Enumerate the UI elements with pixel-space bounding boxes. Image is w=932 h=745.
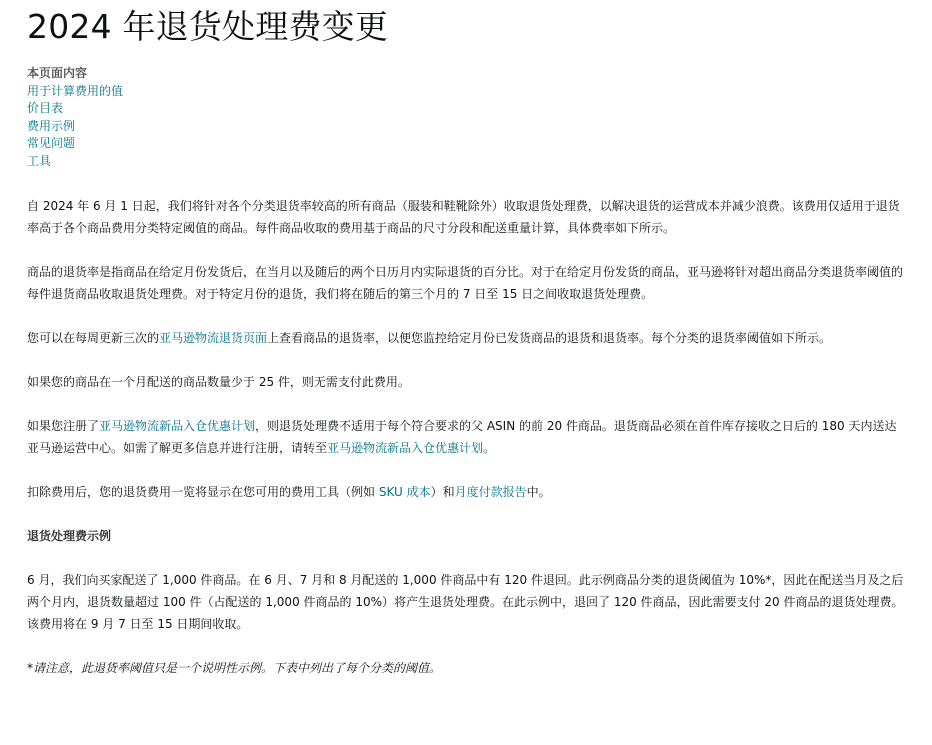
toc-link-price-list[interactable]: 价目表	[27, 101, 64, 115]
new-selection-text-after: 。	[483, 441, 496, 455]
fba-returns-page-link[interactable]: 亚马逊物流退货页面	[159, 331, 268, 345]
table-of-contents	[27, 65, 907, 170]
new-selection-text-before: 如果您注册了	[27, 419, 100, 433]
low-volume-exemption-paragraph: 如果您的商品在一个月配送的商品数量少于 25 件，则无需支付此费用。	[27, 375, 410, 389]
sku-cost-link[interactable]: SKU 成本	[378, 485, 431, 499]
toc-link-fee-examples[interactable]: 费用示例	[27, 118, 76, 133]
threshold-note: *请注意，此退货率阈值只是一个说明性示例。下表中列出了每个分类的阈值。	[27, 661, 442, 675]
new-selection-program-link[interactable]: 亚马逊物流新品入仓优惠计划	[99, 419, 256, 433]
new-selection-text-middle: ，则退货处理费不适用于每个符合要求的父 ASIN 的前 20 件商品。退货商品必须在首件库存接收之日后的 180 天内送达亚马逊运营中心。如需了解更多信息并进行注册，请转至	[27, 419, 897, 455]
intro-paragraph: 自 2024 年 6 月 1 日起，我们将针对各个分类退货率较高的所有商品（服装和鞋靴除外）收取退货处理费，以解决退货的运营成本并减少浪费。该费用仅适用于退货率高于各个商品费用分类特定阈值的商品。每件商品收取的费用基于商品的尺寸分段和配送重量计算，具体费率如下所示。	[27, 199, 900, 235]
new-selection-paragraph	[27, 415, 907, 459]
toc-heading: 本页面内容	[27, 66, 88, 80]
returns-page-paragraph	[27, 327, 907, 349]
toc-link-faq[interactable]: 常见问题	[27, 136, 76, 150]
return-rate-paragraph: 商品的退货率是指商品在给定月份发货后，在当月以及随后的两个日历月内实际退货的百分比。对于在给定月份发货的商品，亚马逊将针对超出商品分类退货率阈值的每件退货商品收取退货处理费。对于特定月份的退货，我们将在随后的第三个月的 7 日至 15 日之间收取退货处理费。	[27, 265, 904, 301]
page-content	[27, 0, 907, 691]
fee-tools-text-middle: ）和	[430, 485, 455, 499]
returns-page-text-before: 您可以在每周更新三次的	[27, 331, 160, 345]
toc-link-fee-values[interactable]: 用于计算费用的值	[27, 83, 124, 98]
returns-page-text-after: 上查看商品的退货率，以便您监控给定月份已发货商品的退货和退货率。每个分类的退货率阈值如下所示。	[267, 331, 832, 345]
fee-tools-paragraph	[27, 481, 907, 503]
monthly-payment-report-link[interactable]: 月度付款报告	[454, 485, 527, 499]
fee-example-paragraph: 6 月，我们向买家配送了 1,000 件商品。在 6 月、7 月和 8 月配送的 1,000 件商品中有 120 件退回。此示例商品分类的退货阈值为 10%*，因此在配送当月及之后两个月内，退货数量超过 100 件（占配送的 1,000 件商品的 10%）将产生退货处理费。在此示例中，退回了 120 件商品，因此需要支付 20 件商品的退货处理费。该费用将在 9 月 7 日至 15 日期间收取。	[27, 573, 904, 631]
fee-example-heading: 退货处理费示例	[27, 529, 112, 543]
fee-tools-text-after: 中。	[526, 485, 551, 499]
fee-tools-text-before: 扣除费用后，您的退货费用一览将显示在您可用的费用工具（例如	[27, 485, 379, 499]
page-title: 2024 年退货处理费变更	[27, 7, 389, 46]
toc-link-tools[interactable]: 工具	[27, 153, 52, 168]
new-selection-program-link-2[interactable]: 亚马逊物流新品入仓优惠计划	[327, 441, 484, 455]
